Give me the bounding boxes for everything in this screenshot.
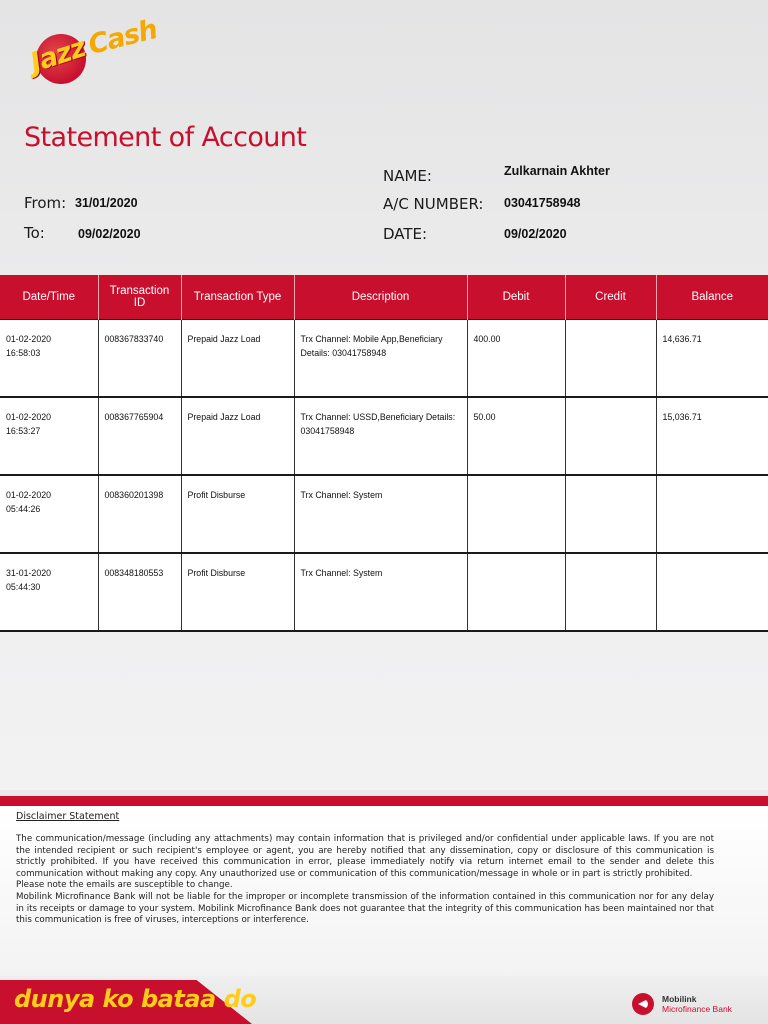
account-number-value: 03041758948 (504, 196, 581, 210)
cell-transaction-type: Prepaid Jazz Load (181, 397, 294, 475)
cell-transaction-id: 008367833740 (98, 320, 181, 398)
account-number-label: A/C NUMBER: (383, 195, 484, 213)
bank-name-line2: Microfinance Bank (662, 1004, 732, 1014)
cell-debit: 400.00 (467, 320, 565, 398)
table-row (0, 475, 768, 553)
column-header-datetime: Date/Time (0, 275, 98, 320)
tagline: dunya ko bataa do (14, 985, 257, 1013)
table-header-row (0, 275, 768, 320)
cell-date: 31-01-2020 (6, 568, 51, 578)
disclaimer-title: Disclaimer Statement (16, 811, 120, 822)
transactions-table (0, 275, 768, 632)
page-title: Statement of Account (24, 122, 307, 153)
cell-time: 05:44:26 (6, 504, 41, 514)
cell-description: Trx Channel: USSD,Beneficiary Details: 03041758948 (294, 397, 467, 475)
statement-date-label: DATE: (383, 225, 428, 243)
statement-date-value: 09/02/2020 (504, 227, 567, 241)
cell-debit (467, 553, 565, 631)
cell-datetime (0, 397, 98, 475)
from-value: 31/01/2020 (75, 196, 138, 210)
cell-balance (656, 475, 768, 553)
cell-credit (565, 553, 656, 631)
logo-text-jazz: Jazz (26, 32, 90, 79)
disclaimer-paragraph: The communication/message (including any attachments) may contain information that is privileged and/or confidential under applicable laws. If you are not the intended recipient or such recipient's employee or agent, you are hereby notified that any dissemination, copy or disclosure of this communication is strictly prohibited. If you have received this communication in error, please immediately notify via return internet email to the sender and delete this communication without making any copy. Any unauthorized use or communication of this communication/message in whole or in part is strictly prohibited. (16, 834, 714, 879)
table-row (0, 397, 768, 475)
name-value: Zulkarnain Akhter (504, 164, 610, 178)
name-label: NAME: (383, 167, 432, 185)
disclaimer-text (16, 834, 714, 927)
bank-name-line1: Mobilink (662, 994, 697, 1004)
cell-datetime (0, 553, 98, 631)
cell-time: 05:44:30 (6, 582, 41, 592)
cell-datetime (0, 320, 98, 398)
cell-transaction-id: 008367765904 (98, 397, 181, 475)
cell-description: Trx Channel: Mobile App,Beneficiary Details: 03041758948 (294, 320, 467, 398)
cell-balance (656, 553, 768, 631)
cell-date: 01-02-2020 (6, 490, 51, 500)
cell-balance: 15,036.71 (656, 397, 768, 475)
mobilink-icon (632, 993, 654, 1015)
cell-transaction-id: 008360201398 (98, 475, 181, 553)
cell-date: 01-02-2020 (6, 334, 51, 344)
cell-balance: 14,636.71 (656, 320, 768, 398)
from-label: From: (24, 194, 67, 212)
logo-text-cash: Cash (85, 14, 161, 61)
cell-credit (565, 320, 656, 398)
table-row (0, 553, 768, 631)
cell-description: Trx Channel: System (294, 475, 467, 553)
column-header-balance: Balance (656, 275, 768, 320)
table-row (0, 320, 768, 398)
column-header-transaction-id: Transaction ID (98, 275, 181, 320)
cell-credit (565, 475, 656, 553)
cell-time: 16:58:03 (6, 348, 41, 358)
to-value: 09/02/2020 (78, 227, 141, 241)
cell-transaction-type: Profit Disburse (181, 553, 294, 631)
disclaimer-paragraph: Mobilink Microfinance Bank will not be liable for the improper or incomplete transmission of the information contained in this communication nor for any delay in its receipts or damage to your system. Mobilink Microfinance Bank does not guarantee that the integrity of this communication has been maintained nor that this communication is free of viruses, interceptions or interference. (16, 891, 714, 926)
cell-debit: 50.00 (467, 397, 565, 475)
jazzcash-logo (22, 14, 182, 98)
cell-description: Trx Channel: System (294, 553, 467, 631)
cell-date: 01-02-2020 (6, 412, 51, 422)
cell-transaction-id: 008348180553 (98, 553, 181, 631)
cell-transaction-type: Prepaid Jazz Load (181, 320, 294, 398)
column-header-credit: Credit (565, 275, 656, 320)
column-header-transaction-type: Transaction Type (181, 275, 294, 320)
cell-debit (467, 475, 565, 553)
column-header-description: Description (294, 275, 467, 320)
cell-transaction-type: Profit Disburse (181, 475, 294, 553)
cell-time: 16:53:27 (6, 426, 41, 436)
cell-credit (565, 397, 656, 475)
column-header-debit: Debit (467, 275, 565, 320)
to-label: To: (24, 224, 45, 242)
footer-red-strip (0, 796, 768, 806)
cell-datetime (0, 475, 98, 553)
disclaimer-paragraph: Please note the emails are susceptible to change. (16, 880, 233, 891)
